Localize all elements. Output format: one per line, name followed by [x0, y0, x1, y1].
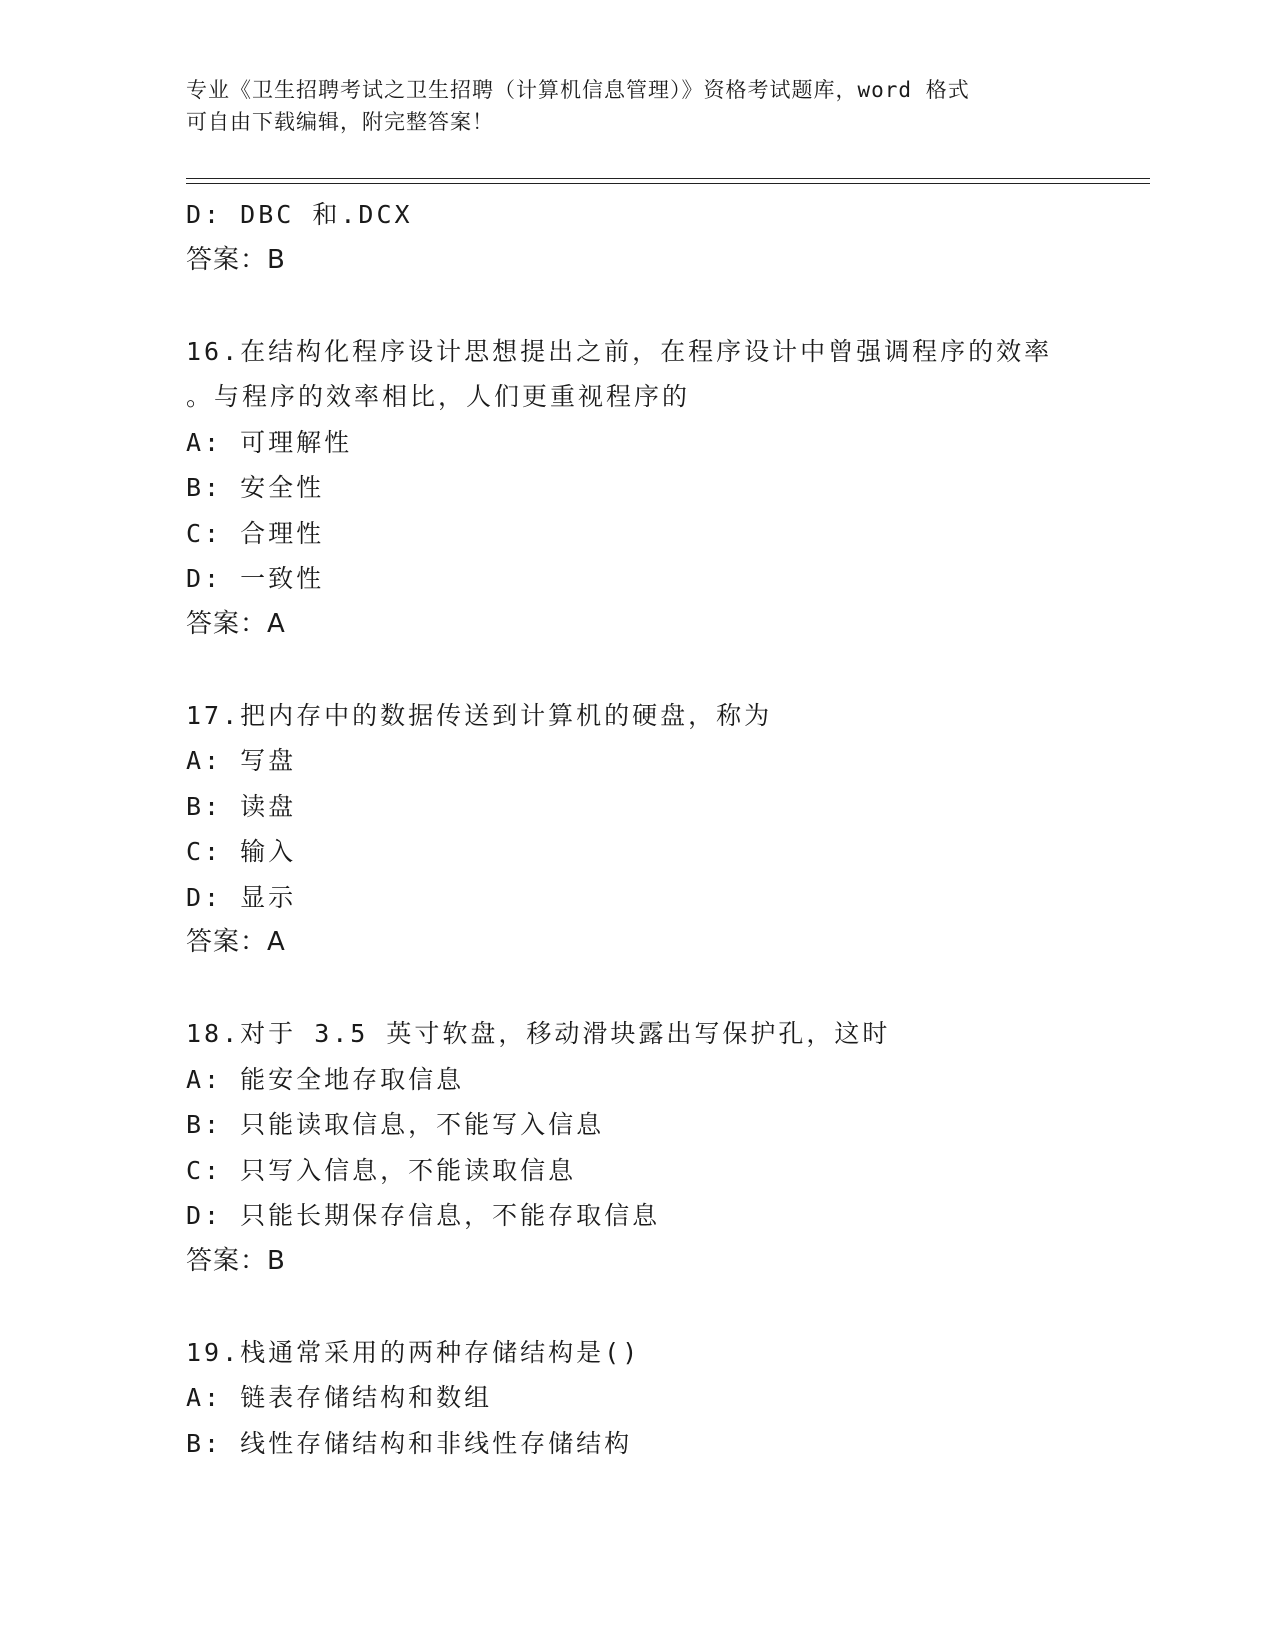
header-divider-top — [186, 178, 1150, 179]
option-b: B: 只能读取信息，不能写入信息 — [186, 1110, 605, 1139]
question-17 — [186, 693, 1106, 966]
question-18 — [186, 1011, 1106, 1284]
question-stem: 19.栈通常采用的两种存储结构是() — [186, 1337, 641, 1367]
option-c: C: 输入 — [186, 837, 297, 866]
question-stem-continued: 。与程序的效率相比，人们更重视程序的 — [186, 382, 691, 411]
option-d: D: 一致性 — [186, 564, 325, 593]
option-a: A: 可理解性 — [186, 427, 353, 457]
spacer — [186, 647, 1106, 693]
header-divider-bottom — [186, 183, 1150, 184]
header-line-2: 可自由下载编辑，附完整答案！ — [186, 110, 494, 134]
question-stem: 17.把内存中的数据传送到计算机的硬盘，称为 — [186, 700, 773, 730]
option-d: D: 显示 — [186, 882, 297, 912]
answer-line: 答案：B — [186, 244, 286, 275]
option-b: B: 线性存储结构和非线性存储结构 — [186, 1428, 633, 1458]
option-c: C: 只写入信息，不能读取信息 — [186, 1155, 577, 1185]
spacer — [186, 1284, 1106, 1330]
header-line-1: 专业《卫生招聘考试之卫生招聘（计算机信息管理）》资格考试题库，word 格式 — [186, 78, 970, 102]
document-body — [186, 192, 1106, 1466]
option-a: A: 能安全地存取信息 — [186, 1064, 465, 1094]
option-d: D: DBC 和.DCX — [186, 200, 413, 229]
document-header — [186, 74, 1086, 138]
answer-line: 答案：A — [186, 927, 286, 957]
option-b: B: 读盘 — [186, 791, 297, 821]
option-d: D: 只能长期保存信息，不能存取信息 — [186, 1201, 661, 1230]
answer-line: 答案：B — [186, 1245, 286, 1276]
option-c: C: 合理性 — [186, 518, 325, 548]
question-19 — [186, 1330, 1106, 1467]
question-16 — [186, 329, 1106, 648]
question-stem: 16.在结构化程序设计思想提出之前，在程序设计中曾强调程序的效率 — [186, 336, 1053, 366]
question-stem: 18.对于 3.5 英寸软盘，移动滑块露出写保护孔，这时 — [186, 1019, 891, 1048]
spacer — [186, 966, 1106, 1012]
option-a: A: 链表存储结构和数组 — [186, 1383, 493, 1412]
option-a: A: 写盘 — [186, 746, 297, 775]
option-b: B: 安全性 — [186, 473, 325, 502]
question-15-fragment — [186, 192, 1106, 283]
spacer — [186, 283, 1106, 329]
answer-line: 答案：A — [186, 608, 286, 639]
